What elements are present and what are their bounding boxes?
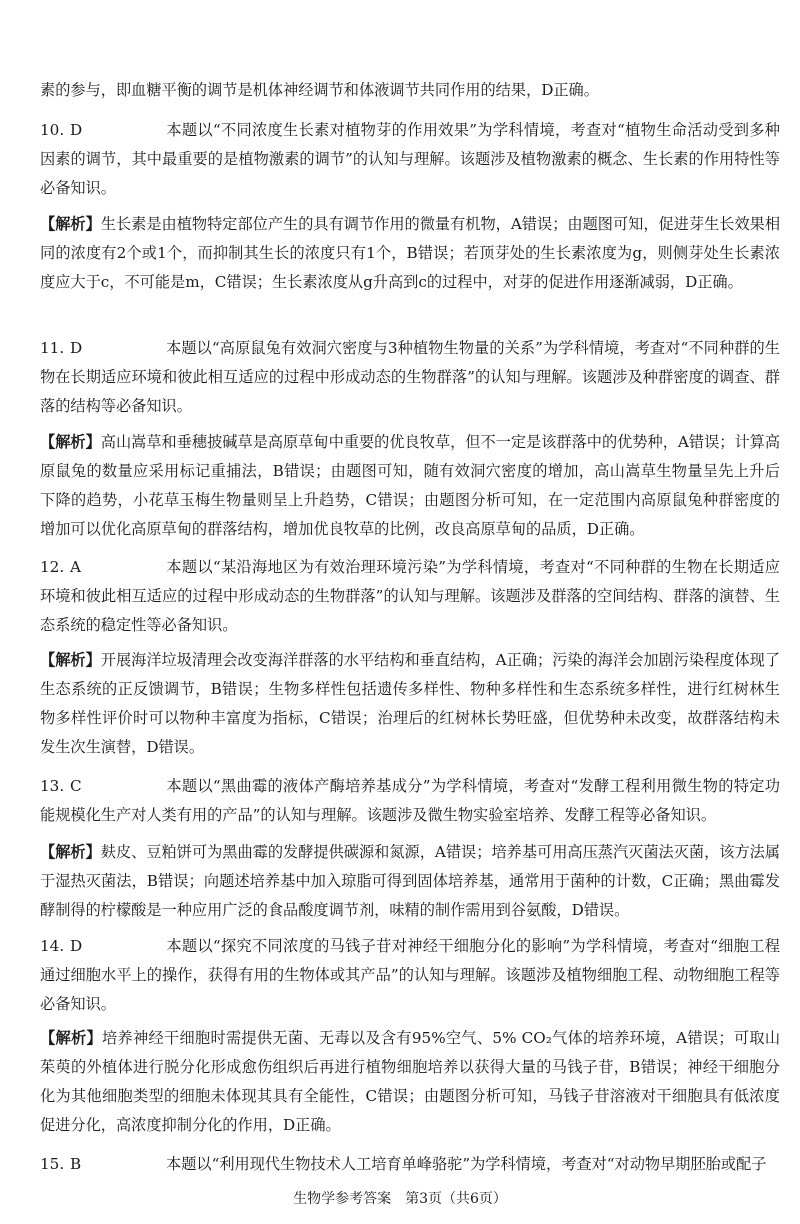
q15-intro [40,1150,780,1179]
q10-intro-text: 本题以“不同浓度生长素对植物芽的作用效果”为学科情境，考查对“植物生命活动受到多种因素的调节，其中最重要的是植物激素的调节”的认知与理解。该题涉及植物激素的概念、生长素的作用特性等必备知识。 [40,121,780,197]
q13-answer: C [70,777,82,795]
q12-intro [40,553,780,640]
q12-analysis-text: 开展海洋垃圾清理会改变海洋群落的水平结构和垂直结构，A正确；污染的海洋会加剧污染程度体现了生态系统的正反馈调节，B错误；生物多样性包括遗传多样性、物种多样性和生态系统多样性，进行红树林生物多样性评价时可以物种丰富度为指标，C错误；治理后的红树林长势旺盛，但优势种未改变，故群落结构未发生次生演替，D错误。 [40,651,781,756]
q14-answer: D [70,937,83,955]
q13-number: 13. [40,777,65,795]
q14-number: 14. [40,937,65,955]
q13-intro [40,772,780,830]
q14-intro [40,932,780,1019]
q12-intro-text: 本题以“某沿海地区为有效治理环境污染”为学科情境，考查对“不同种群的生物在长期适应环境和彼此相互适应的过程中形成动态的生物群落”的认知与理解。该题涉及群落的空间结构、群落的演替、生态系统的稳定性等必备知识。 [40,558,780,634]
page-footer: 生物学参考答案 第3页（共6页） [293,1191,507,1207]
q11-answer: D [70,339,83,357]
q12-answer: A [70,558,81,576]
q14-analysis-label: 【解析】 [40,1029,102,1047]
q11-intro-text: 本题以“高原鼠兔有效洞穴密度与3种植物生物量的关系”为学科情境，考查对“不同种群的生物在长期适应环境和彼此相互适应的过程中形成动态的生物群落”的认知与理解。该题涉及种群密度的调查、群落的结构等必备知识。 [40,339,780,415]
q12-analysis-label: 【解析】 [40,651,101,669]
q14-analysis [40,1024,780,1140]
q13-analysis [40,838,780,925]
q11-analysis-text: 高山嵩草和垂穗披碱草是高原草甸中重要的优良牧草，但不一定是该群落中的优势种，A错误；计算高原鼠兔的数量应采用标记重捕法，B错误；由题图可知，随有效洞穴密度的增加，高山嵩草生物量呈先上升后下降的趋势，小花草玉梅生物量则呈上升趋势，C错误；由题图分析可知，在一定范围内高原鼠兔种群密度的增加可以优化高原草甸的群落结构，增加优良牧草的比例，改良高原草甸的品质，D正确。 [40,433,781,538]
q15-intro-text: 本题以“利用现代生物技术人工培育单峰骆驼”为学科情境，考查对“对动物早期胚胎或配子 [166,1155,767,1173]
q15-answer: B [70,1155,82,1173]
q11-analysis-label: 【解析】 [40,433,101,451]
q13-intro-text: 本题以“黑曲霉的液体产酶培养基成分”为学科情境，考查对“发酵工程利用微生物的特定功能规模化生产对人类有用的产品”的认知与理解。该题涉及微生物实验室培养、发酵工程等必备知识。 [40,777,780,824]
q10-number: 10. [40,121,65,139]
q14-analysis-text: 培养神经干细胞时需提供无菌、无毒以及含有95%空气、5% CO₂气体的培养环境，A错误；可取山茱萸的外植体进行脱分化形成愈伤组织后再进行植物细胞培养以获得大量的马钱子苷，B错误；神经干细胞分化为其他细胞类型的细胞未体现其具有全能性，C错误；由题图分析可知，马钱子苷溶液对干细胞具有低浓度促进分化，高浓度抑制分化的作用，D正确。 [40,1029,781,1134]
q14-intro-text: 本题以“探究不同浓度的马钱子苷对神经干细胞分化的影响”为学科情境，考查对“细胞工程通过细胞水平上的操作，获得有用的生物体或其产品”的认知与理解。该题涉及植物细胞工程、动物细胞工程等必备知识。 [40,937,780,1013]
q12-analysis [40,646,780,762]
q10-analysis-label: 【解析】 [40,215,101,233]
q15-number: 15. [40,1155,65,1173]
q11-analysis [40,428,780,544]
q13-analysis-label: 【解析】 [40,843,101,861]
continuation-paragraph: 素的参与，即血糖平衡的调节是机体神经调节和体液调节共同作用的结果，D正确。 [40,81,599,99]
q11-intro [40,334,780,421]
q10-intro [40,116,780,203]
q13-analysis-text: 麸皮、豆粕饼可为黑曲霉的发酵提供碳源和氮源，A错误；培养基可用高压蒸汽灭菌法灭菌，该方法属于湿热灭菌法，B错误；向题述培养基中加入琼脂可得到固体培养基，通常用于菌种的计数，C正确；黑曲霉发酵制得的柠檬酸是一种应用广泛的食品酸度调节剂，味精的制作需用到谷氨酸，D错误。 [40,843,781,919]
q11-number: 11. [40,339,65,357]
q12-number: 12. [40,558,65,576]
q10-answer: D [70,121,83,139]
q10-analysis-text: 生长素是由植物特定部位产生的具有调节作用的微量有机物，A错误；由题图可知，促进芽生长效果相同的浓度有2个或1个，而抑制其生长的浓度只有1个，B错误；若顶芽处的生长素浓度为g，则侧芽处生长素浓度应大于c，不可能是m，C错误；生长素浓度从g升高到c的过程中，对芽的促进作用逐渐减弱，D正确。 [40,215,781,291]
q10-analysis [40,210,780,297]
